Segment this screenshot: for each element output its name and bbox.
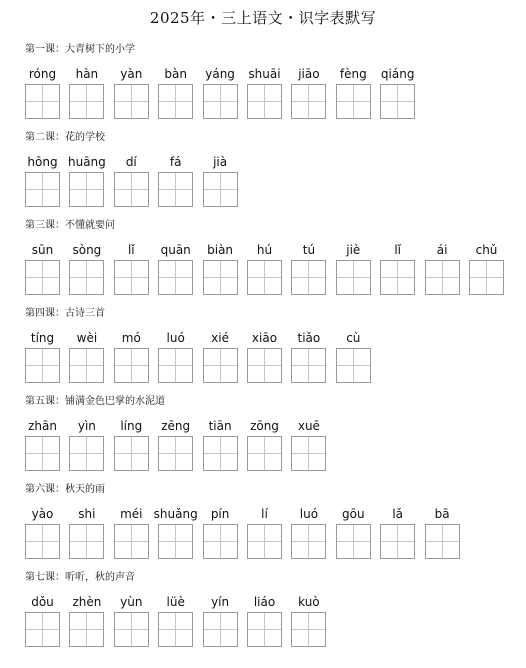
pinyin-label: yùn xyxy=(120,595,143,609)
pinyin-label: cù xyxy=(346,331,361,345)
pinyin-label: lí xyxy=(261,507,268,521)
writing-box[interactable] xyxy=(158,524,193,559)
writing-box[interactable] xyxy=(336,524,371,559)
writing-box[interactable] xyxy=(203,612,238,647)
pinyin-label: pín xyxy=(210,507,230,521)
pinyin-label: yào xyxy=(31,507,54,521)
writing-box[interactable] xyxy=(203,172,238,207)
pinyin-label: lüè xyxy=(166,595,185,609)
pinyin-label: hàn xyxy=(75,67,99,81)
pinyin-label: wèi xyxy=(76,331,98,345)
lesson-section xyxy=(25,219,505,296)
writing-box[interactable] xyxy=(158,612,193,647)
writing-box[interactable] xyxy=(69,84,104,119)
lesson-title: 第三课：不懂就要问 xyxy=(25,220,115,231)
writing-box[interactable] xyxy=(247,524,282,559)
pinyin-label: ái xyxy=(436,243,448,257)
writing-box[interactable] xyxy=(69,260,104,295)
writing-box[interactable] xyxy=(114,436,149,471)
pinyin-label: xiāo xyxy=(251,331,278,345)
pinyin-label: kuò xyxy=(298,595,320,609)
writing-box[interactable] xyxy=(291,348,326,383)
lesson-title: 第七课：听听，秋的声音 xyxy=(25,572,135,583)
pinyin-label: gōu xyxy=(342,507,365,521)
writing-box-row xyxy=(25,524,505,560)
writing-box[interactable] xyxy=(25,524,60,559)
writing-box[interactable] xyxy=(291,524,326,559)
pinyin-label: sūn xyxy=(31,243,54,257)
pinyin-label: yín xyxy=(211,595,230,609)
writing-box[interactable] xyxy=(291,612,326,647)
writing-box[interactable] xyxy=(203,436,238,471)
writing-box[interactable] xyxy=(425,260,460,295)
writing-box[interactable] xyxy=(25,612,60,647)
writing-box-row xyxy=(25,172,505,208)
lesson-section xyxy=(25,483,505,560)
writing-box[interactable] xyxy=(247,260,282,295)
writing-box[interactable] xyxy=(291,436,326,471)
pinyin-label: liáo xyxy=(253,595,276,609)
writing-box[interactable] xyxy=(203,348,238,383)
pinyin-label: yàn xyxy=(120,67,143,81)
writing-box[interactable] xyxy=(336,84,371,119)
pinyin-label: lǐ xyxy=(127,243,135,257)
pinyin-label: róng xyxy=(28,67,57,81)
pinyin-row xyxy=(25,418,505,436)
pinyin-label: líng xyxy=(120,419,143,433)
pinyin-label: zōng xyxy=(250,419,279,433)
writing-box[interactable] xyxy=(380,260,415,295)
pinyin-label: tiān xyxy=(208,419,232,433)
pinyin-label: tiǎo xyxy=(297,331,321,345)
pinyin-label: fèng xyxy=(339,67,367,81)
writing-box[interactable] xyxy=(114,612,149,647)
writing-box[interactable] xyxy=(247,612,282,647)
writing-box[interactable] xyxy=(69,172,104,207)
pinyin-label: luó xyxy=(166,331,185,345)
pinyin-label: xié xyxy=(211,331,229,345)
pinyin-label: qiáng xyxy=(380,67,415,81)
writing-box[interactable] xyxy=(25,260,60,295)
writing-box[interactable] xyxy=(336,260,371,295)
lesson-title: 第一课：大青树下的小学 xyxy=(25,44,135,55)
pinyin-label: zēng xyxy=(161,419,191,433)
pinyin-label: fá xyxy=(169,155,182,169)
pinyin-label: yìn xyxy=(77,419,96,433)
pinyin-label: bā xyxy=(434,507,450,521)
writing-box[interactable] xyxy=(380,524,415,559)
writing-box[interactable] xyxy=(158,436,193,471)
writing-box[interactable] xyxy=(291,84,326,119)
writing-box[interactable] xyxy=(247,348,282,383)
lesson-section xyxy=(25,131,505,208)
pinyin-label: mó xyxy=(121,331,141,345)
pinyin-label: biàn xyxy=(207,243,234,257)
lesson-section xyxy=(25,571,505,648)
writing-box[interactable] xyxy=(158,348,193,383)
pinyin-label: méi xyxy=(120,507,143,521)
pinyin-label: zhèn xyxy=(72,595,102,609)
writing-box[interactable] xyxy=(247,436,282,471)
writing-box[interactable] xyxy=(114,260,149,295)
writing-box[interactable] xyxy=(203,260,238,295)
pinyin-label: xuē xyxy=(297,419,320,433)
pinyin-label: tíng xyxy=(30,331,55,345)
writing-box[interactable] xyxy=(336,348,371,383)
writing-box[interactable] xyxy=(69,436,104,471)
pinyin-row xyxy=(25,330,505,348)
page-title: 2025年・三上语文・识字表默写 xyxy=(149,9,377,27)
writing-box[interactable] xyxy=(291,260,326,295)
pinyin-label: bàn xyxy=(164,67,187,81)
pinyin-row xyxy=(25,154,505,172)
pinyin-label: luó xyxy=(299,507,319,521)
writing-box[interactable] xyxy=(203,524,238,559)
pinyin-label: jiāo xyxy=(298,67,320,81)
pinyin-label: shuāi xyxy=(248,67,281,81)
lesson-title: 第五课：铺满金色巴掌的水泥道 xyxy=(25,396,165,407)
lesson-section xyxy=(25,43,505,120)
pinyin-label: chǔ xyxy=(475,243,498,257)
pinyin-label: shuǎng xyxy=(153,507,198,521)
pinyin-label: huāng xyxy=(67,155,106,169)
writing-box[interactable] xyxy=(25,172,60,207)
pinyin-label: lǐ xyxy=(394,243,402,257)
writing-box[interactable] xyxy=(114,84,149,119)
writing-box[interactable] xyxy=(158,172,193,207)
writing-box[interactable] xyxy=(469,260,504,295)
writing-box[interactable] xyxy=(114,524,149,559)
writing-box[interactable] xyxy=(247,84,282,119)
writing-box-row xyxy=(25,436,505,472)
writing-box[interactable] xyxy=(380,84,415,119)
writing-box-row xyxy=(25,84,505,120)
writing-box[interactable] xyxy=(425,524,460,559)
lesson-title: 第六课：秋天的雨 xyxy=(25,484,105,495)
pinyin-label: yáng xyxy=(205,67,235,81)
writing-box[interactable] xyxy=(69,348,104,383)
pinyin-row xyxy=(25,506,505,524)
writing-box[interactable] xyxy=(158,260,193,295)
pinyin-label: zhān xyxy=(28,419,57,433)
lesson-title: 第四课：古诗三首 xyxy=(25,308,105,319)
writing-box[interactable] xyxy=(25,84,60,119)
pinyin-label: dí xyxy=(125,155,137,169)
pinyin-label: shi xyxy=(78,507,96,521)
writing-box[interactable] xyxy=(25,436,60,471)
lesson-title: 第二课：花的学校 xyxy=(25,132,105,143)
lesson-section xyxy=(25,307,505,384)
pinyin-label: quān xyxy=(160,243,191,257)
lesson-section xyxy=(25,395,505,472)
writing-box-row xyxy=(25,612,505,648)
writing-box[interactable] xyxy=(69,612,104,647)
writing-box[interactable] xyxy=(203,84,238,119)
writing-box-row xyxy=(25,260,505,296)
pinyin-row xyxy=(25,242,505,260)
pinyin-label: dǒu xyxy=(31,595,54,609)
pinyin-label: hú xyxy=(256,243,273,257)
writing-box[interactable] xyxy=(158,84,193,119)
pinyin-label: jiè xyxy=(346,243,361,257)
pinyin-row xyxy=(25,66,505,84)
writing-box[interactable] xyxy=(114,348,149,383)
pinyin-label: jià xyxy=(213,155,228,169)
pinyin-label: lǎ xyxy=(392,507,404,521)
writing-box-row xyxy=(25,348,505,384)
writing-box[interactable] xyxy=(69,524,104,559)
pinyin-label: sòng xyxy=(72,243,102,257)
writing-box[interactable] xyxy=(114,172,149,207)
writing-box[interactable] xyxy=(25,348,60,383)
pinyin-label: hōng xyxy=(27,155,58,169)
pinyin-row xyxy=(25,594,505,612)
pinyin-label: tú xyxy=(302,243,316,257)
